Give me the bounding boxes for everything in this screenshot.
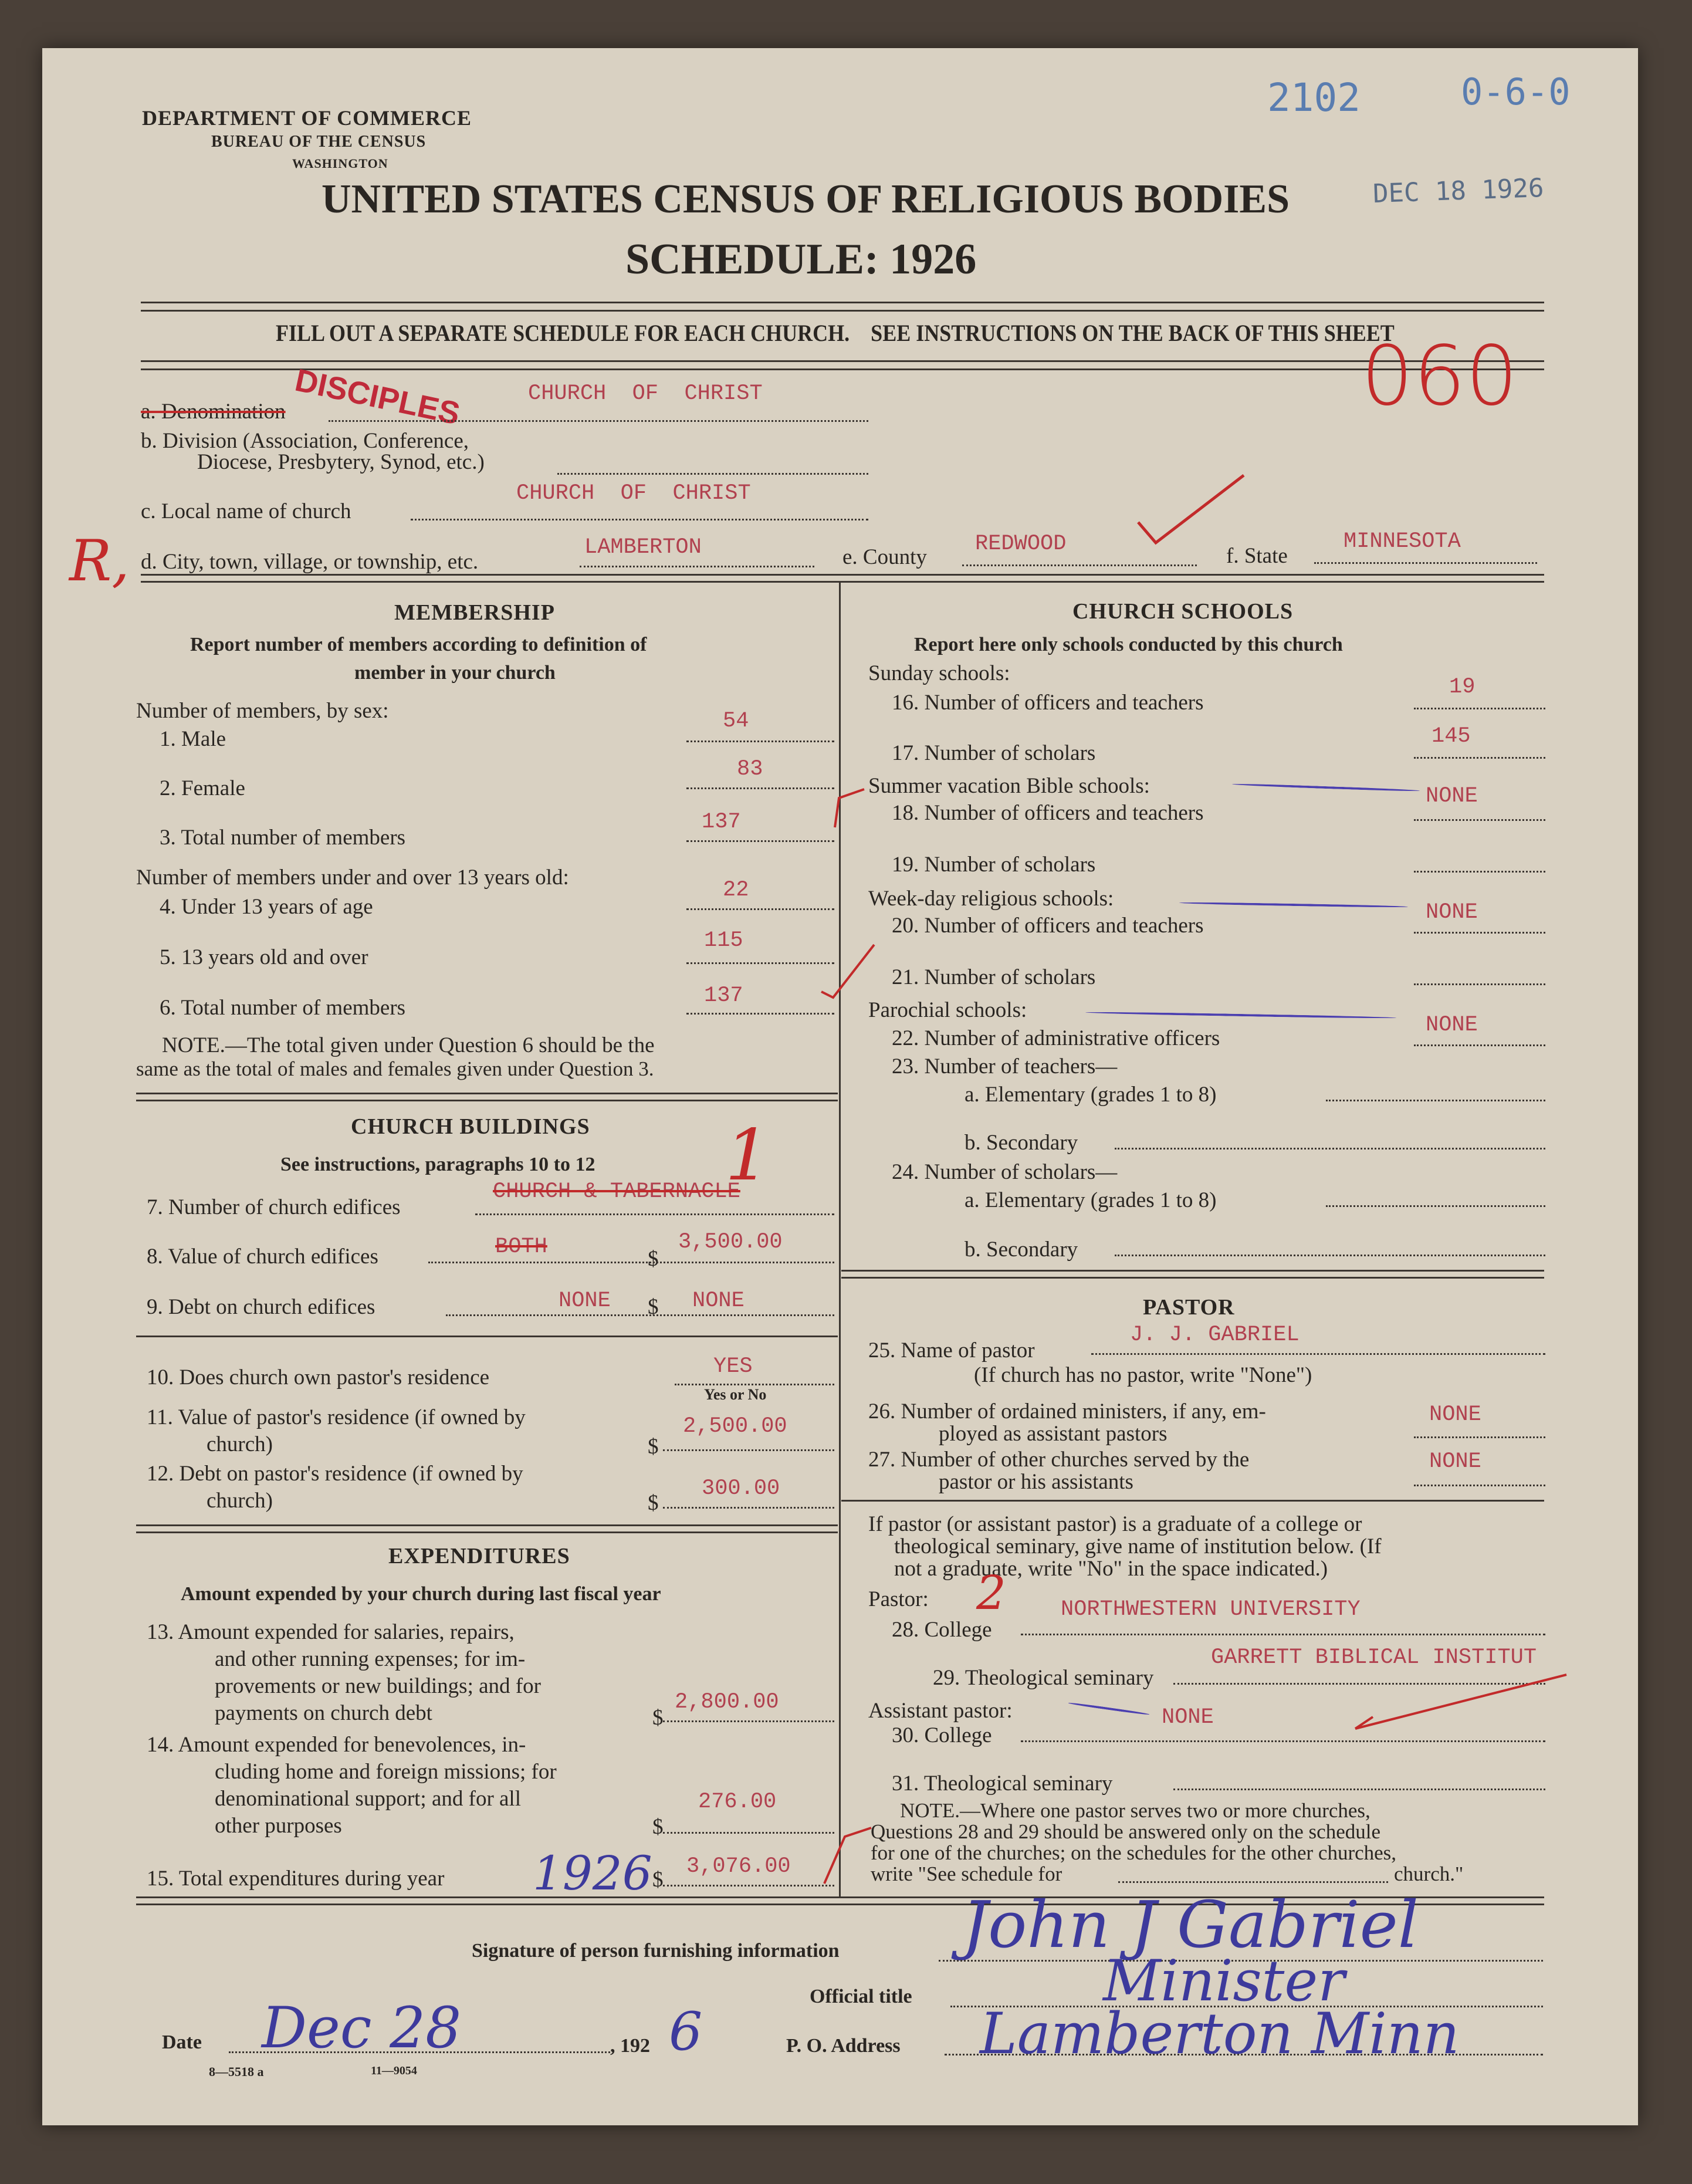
po-address: Lamberton Minn bbox=[980, 2001, 1460, 2067]
pastor-mark: 2 bbox=[976, 1566, 1006, 1620]
check-mark-icon bbox=[815, 939, 880, 1003]
q14-label-4: other purposes bbox=[215, 1814, 342, 1838]
q11-dollar: $ bbox=[648, 1435, 659, 1459]
q14-value: 276.00 bbox=[698, 1790, 777, 1814]
q11-value: 2,500.00 bbox=[683, 1414, 787, 1439]
q11-label-2: church) bbox=[207, 1432, 273, 1456]
date-value: Dec 28 bbox=[262, 1995, 462, 2061]
pastor-label: Pastor: bbox=[868, 1587, 929, 1611]
q13-label-4: payments on church debt bbox=[215, 1701, 432, 1725]
q14-dollar: $ bbox=[652, 1815, 664, 1839]
q2-value: 83 bbox=[737, 757, 763, 782]
q15-value: 3,076.00 bbox=[686, 1854, 791, 1879]
signature: John J Gabriel bbox=[962, 1887, 1419, 1962]
official-title: Minister bbox=[1103, 1948, 1345, 2014]
q25-note: (If church has no pastor, write "None") bbox=[974, 1363, 1312, 1387]
q22-value: NONE bbox=[1426, 1013, 1478, 1037]
q27-label-2: pastor or his assistants bbox=[939, 1470, 1133, 1494]
q15-year: 1926 bbox=[533, 1846, 652, 1901]
sunday-schools: Sunday schools: bbox=[868, 661, 1010, 685]
year-digit: 6 bbox=[669, 2001, 703, 2063]
q8-struck-value: BOTH bbox=[495, 1235, 547, 1259]
q31-label: 31. Theological seminary bbox=[892, 1771, 1113, 1796]
q12-label: 12. Debt on pastor's residence (if owned by bbox=[147, 1462, 523, 1486]
county-value: REDWOOD bbox=[975, 532, 1067, 556]
q7-value: 1 bbox=[725, 1115, 770, 1196]
instruction-banner: FILL OUT A SEPARATE SCHEDULE FOR EACH CHURCH. SEE INSTRUCTIONS ON THE BACK OF THIS SHEET bbox=[276, 320, 1395, 346]
q17-label: 17. Number of scholars bbox=[892, 741, 1096, 765]
q21-label: 21. Number of scholars bbox=[892, 965, 1096, 989]
q23-label: 23. Number of teachers— bbox=[892, 1054, 1118, 1079]
graduate-note-1: If pastor (or assistant pastor) is a graduate of a college or bbox=[868, 1512, 1362, 1536]
q13-label-3: provements or new buildings; and for bbox=[215, 1674, 541, 1698]
form-title: UNITED STATES CENSUS OF RELIGIOUS BODIES bbox=[322, 177, 1290, 222]
q8-value: 3,500.00 bbox=[678, 1230, 783, 1255]
q1-value: 54 bbox=[723, 709, 749, 733]
pastor-note-4: write "See schedule for bbox=[871, 1862, 1062, 1885]
q10-label: 10. Does church own pastor's residence bbox=[147, 1365, 490, 1389]
city-value: LAMBERTON bbox=[584, 535, 702, 560]
red-code: 060 bbox=[1361, 329, 1518, 424]
pastor-note-1: NOTE.—Where one pastor serves two or more churches, bbox=[900, 1799, 1370, 1822]
q29-label: 29. Theological seminary bbox=[933, 1666, 1154, 1690]
buildings-subtitle: See instructions, paragraphs 10 to 12 bbox=[280, 1154, 595, 1175]
q17-value: 145 bbox=[1432, 724, 1471, 749]
q26-value: NONE bbox=[1429, 1402, 1481, 1427]
q14-label: 14. Amount expended for benevolences, in- bbox=[147, 1733, 526, 1757]
graduate-note-2: theological seminary, give name of institution below. (If bbox=[894, 1534, 1382, 1558]
q10-value: YES bbox=[713, 1354, 753, 1379]
denomination-value: CHURCH OF CHRIST bbox=[528, 381, 763, 406]
q14-label-3: denominational support; and for all bbox=[215, 1787, 521, 1811]
form-number: 8—5518 a bbox=[209, 2064, 264, 2079]
city-label: d. City, town, village, or township, etc. bbox=[141, 550, 479, 574]
local-name-label: c. Local name of church bbox=[141, 499, 351, 523]
stamp-date: DEC 18 1926 bbox=[1372, 173, 1545, 209]
division-label: b. Division (Association, Conference, bbox=[141, 429, 469, 453]
q20-value: NONE bbox=[1426, 900, 1478, 925]
membership-subtitle-2: member in your church bbox=[354, 662, 556, 684]
assistant-value: NONE bbox=[1162, 1705, 1214, 1730]
q26-label-2: ployed as assistant pastors bbox=[939, 1422, 1168, 1446]
check-mark-icon bbox=[832, 786, 867, 833]
denomination-label: a. Denomination bbox=[141, 400, 286, 424]
q23a-label: a. Elementary (grades 1 to 8) bbox=[965, 1083, 1217, 1107]
q12-dollar: $ bbox=[648, 1491, 659, 1515]
q12-label-2: church) bbox=[207, 1489, 273, 1513]
check-mark-icon bbox=[1349, 1670, 1572, 1740]
pastor-note-3: for one of the churches; on the schedules for the other churches, bbox=[871, 1841, 1397, 1864]
expenditures-subtitle: Amount expended by your church during last fiscal year bbox=[181, 1583, 661, 1605]
stamp-number: 2102 bbox=[1267, 75, 1361, 120]
q19-label: 19. Number of scholars bbox=[892, 853, 1096, 877]
q8-label: 8. Value of church edifices bbox=[147, 1245, 378, 1269]
q18-label: 18. Number of officers and teachers bbox=[892, 801, 1204, 825]
state-value: MINNESOTA bbox=[1344, 529, 1461, 554]
membership-subtitle-1: Report number of members according to definition of bbox=[190, 634, 647, 655]
pastor-note-2: Questions 28 and 29 should be answered only on the schedule bbox=[871, 1820, 1381, 1843]
graduate-note-3: not a graduate, write "No" in the space indicated.) bbox=[894, 1557, 1328, 1581]
q24b-label: b. Secondary bbox=[965, 1238, 1078, 1262]
q8-dollar: $ bbox=[648, 1247, 659, 1271]
q16-value: 19 bbox=[1449, 675, 1476, 699]
q9-value: NONE bbox=[692, 1289, 745, 1313]
q18-value: NONE bbox=[1426, 784, 1478, 809]
q5-value: 115 bbox=[704, 928, 743, 953]
members-by-sex: Number of members, by sex: bbox=[136, 699, 389, 723]
check-mark-icon bbox=[821, 1825, 874, 1889]
bureau: BUREAU OF THE CENSUS bbox=[211, 133, 427, 151]
stamp-code: 0-6-0 bbox=[1461, 70, 1571, 113]
year-prefix: , 192 bbox=[610, 2035, 650, 2057]
weekday-schools: Week-day religious schools: bbox=[868, 887, 1114, 911]
disciples-stamp: DISCIPLES bbox=[292, 362, 463, 432]
q13-label: 13. Amount expended for salaries, repairs, bbox=[147, 1620, 515, 1644]
q27-value: NONE bbox=[1429, 1449, 1481, 1474]
membership-heading: MEMBERSHIP bbox=[394, 600, 555, 625]
pastor-note-5: church." bbox=[1394, 1862, 1464, 1885]
print-number: 11—9054 bbox=[371, 2064, 417, 2077]
state-label: f. State bbox=[1226, 544, 1288, 568]
parochial-schools: Parochial schools: bbox=[868, 998, 1027, 1022]
expenditures-heading: EXPENDITURES bbox=[388, 1544, 570, 1568]
q6-value: 137 bbox=[704, 983, 743, 1008]
q15-dollar: $ bbox=[652, 1868, 664, 1892]
q3-label: 3. Total number of members bbox=[160, 826, 406, 850]
q9-label: 9. Debt on church edifices bbox=[147, 1295, 375, 1319]
schedule-title: SCHEDULE: 1926 bbox=[625, 235, 977, 283]
q1-label: 1. Male bbox=[160, 727, 226, 751]
q25-label: 25. Name of pastor bbox=[868, 1338, 1035, 1363]
assistant-label: Assistant pastor: bbox=[868, 1699, 1013, 1723]
q7-struck-value: CHURCH & TABERNACLE bbox=[493, 1179, 740, 1204]
q6-label: 6. Total number of members bbox=[160, 996, 406, 1020]
buildings-heading: CHURCH BUILDINGS bbox=[351, 1114, 590, 1139]
q24-label: 24. Number of scholars— bbox=[892, 1160, 1118, 1184]
q30-label: 30. College bbox=[892, 1723, 992, 1747]
signature-label: Signature of person furnishing information bbox=[472, 1940, 840, 1962]
county-label: e. County bbox=[842, 545, 927, 569]
q23b-label: b. Secondary bbox=[965, 1131, 1078, 1155]
q2-label: 2. Female bbox=[160, 776, 245, 800]
q11-label: 11. Value of pastor's residence (if owned by bbox=[147, 1405, 526, 1429]
department: DEPARTMENT OF COMMERCE bbox=[142, 106, 472, 130]
q28-value: NORTHWESTERN UNIVERSITY bbox=[1061, 1597, 1361, 1622]
q28-label: 28. College bbox=[892, 1618, 992, 1642]
yes-no-hint: Yes or No bbox=[704, 1386, 767, 1403]
local-name-value: CHURCH OF CHRIST bbox=[516, 481, 751, 506]
q13-dollar: $ bbox=[652, 1706, 664, 1730]
membership-note-2: same as the total of males and females given under Question 3. bbox=[136, 1057, 654, 1080]
date-label: Date bbox=[162, 2031, 202, 2053]
q13-label-2: and other running expenses; for im- bbox=[215, 1647, 526, 1671]
members-by-age: Number of members under and over 13 years old: bbox=[136, 866, 569, 890]
q3-value: 137 bbox=[702, 810, 741, 834]
city: WASHINGTON bbox=[292, 156, 388, 171]
membership-note-1: NOTE.—The total given under Question 6 should be the bbox=[162, 1033, 655, 1057]
margin-mark: R, bbox=[69, 528, 130, 594]
official-title-label: Official title bbox=[810, 1986, 912, 2007]
summer-schools: Summer vacation Bible schools: bbox=[868, 774, 1150, 798]
q29-value: GARRETT BIBLICAL INSTITUT bbox=[1211, 1645, 1537, 1670]
q22-label: 22. Number of administrative officers bbox=[892, 1026, 1220, 1050]
q25-value: J. J. GABRIEL bbox=[1130, 1323, 1300, 1347]
q24a-label: a. Elementary (grades 1 to 8) bbox=[965, 1188, 1217, 1212]
q5-label: 5. 13 years old and over bbox=[160, 945, 368, 969]
q4-value: 22 bbox=[723, 878, 749, 902]
q26-label: 26. Number of ordained ministers, if any, em- bbox=[868, 1399, 1266, 1424]
q14-label-2: cluding home and foreign missions; for bbox=[215, 1760, 557, 1784]
division-label-2: Diocese, Presbytery, Synod, etc.) bbox=[197, 450, 485, 474]
q12-value: 300.00 bbox=[702, 1476, 780, 1501]
po-address-label: P. O. Address bbox=[786, 2035, 901, 2057]
q27-label: 27. Number of other churches served by the bbox=[868, 1448, 1250, 1472]
q9-dollar: $ bbox=[648, 1295, 659, 1319]
q13-value: 2,800.00 bbox=[675, 1690, 779, 1715]
schools-subtitle: Report here only schools conducted by this church bbox=[914, 634, 1343, 655]
q16-label: 16. Number of officers and teachers bbox=[892, 691, 1204, 715]
schools-heading: CHURCH SCHOOLS bbox=[1072, 599, 1294, 624]
q15-label: 15. Total expenditures during year bbox=[147, 1867, 445, 1891]
q20-label: 20. Number of officers and teachers bbox=[892, 914, 1204, 938]
q9-value-a: NONE bbox=[559, 1289, 611, 1313]
pastor-heading: PASTOR bbox=[1143, 1295, 1235, 1320]
check-mark-icon bbox=[1132, 469, 1250, 552]
q7-label: 7. Number of church edifices bbox=[147, 1195, 401, 1219]
q4-label: 4. Under 13 years of age bbox=[160, 895, 373, 919]
